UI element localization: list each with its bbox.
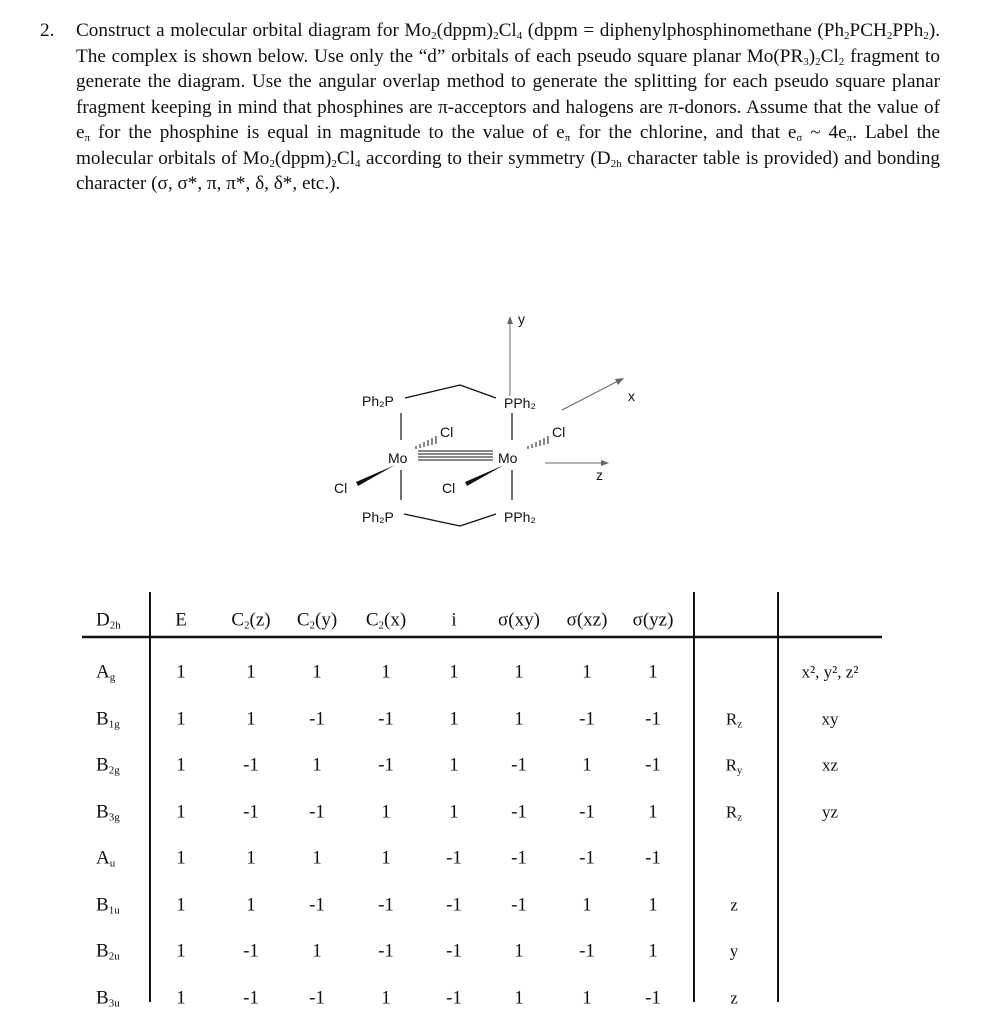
irrep-label: [96, 709, 120, 728]
irrep-label: [96, 663, 115, 682]
character-value: [514, 988, 524, 1007]
irrep-sub: 2u: [108, 950, 120, 963]
operation-header: [498, 611, 540, 630]
irrep-sub: g: [109, 671, 116, 684]
character-value: [176, 709, 186, 728]
character-text: 1: [449, 661, 459, 683]
operation-header: [231, 611, 270, 630]
character-value: [449, 663, 459, 682]
character-text: 1: [312, 940, 322, 962]
character-value: [381, 663, 391, 682]
irrep-sub: 3u: [108, 997, 120, 1009]
character-value: [246, 895, 256, 914]
quadratic-text: yz: [821, 802, 839, 821]
character-value: [246, 709, 256, 728]
character-value: [243, 802, 259, 821]
cl-left-down-label: Cl: [334, 480, 348, 496]
character-text: 1: [176, 801, 186, 822]
character-text: 1: [176, 754, 186, 776]
character-text: -1: [309, 708, 325, 729]
character-text: 1: [648, 801, 658, 822]
character-value: [243, 942, 259, 961]
wedge-bond-right: [465, 465, 504, 486]
character-value: [176, 802, 186, 821]
character-value: [446, 942, 462, 961]
irrep-label: [96, 942, 120, 961]
character-value: [381, 802, 391, 821]
wedge-bond-left: [356, 465, 395, 486]
character-text: -1: [378, 940, 394, 962]
question-number: 2.: [40, 20, 55, 41]
character-value: [645, 988, 661, 1007]
point-group-label: [96, 611, 121, 630]
character-text: -1: [579, 708, 595, 729]
quadratic-function: [822, 709, 839, 728]
character-value: [645, 709, 661, 728]
character-value: [449, 802, 459, 821]
operation-main: C: [231, 609, 245, 631]
character-value: [176, 895, 186, 914]
hashed-bond-right: [528, 436, 548, 449]
character-value: [378, 942, 394, 961]
x-axis-line: [562, 381, 618, 410]
y-axis-arrowhead: [507, 316, 513, 324]
character-value: [514, 663, 524, 682]
character-text: 1: [246, 661, 256, 683]
character-text: 1: [381, 847, 391, 869]
operation-main: C: [296, 609, 310, 631]
character-text: -1: [645, 847, 661, 869]
character-text: 1: [246, 708, 256, 729]
character-text: -1: [579, 801, 595, 822]
character-value: [582, 988, 592, 1007]
linear-function: [730, 988, 738, 1007]
linear-main: R: [725, 802, 738, 821]
axis-x-label: x: [628, 388, 635, 404]
operation-tail: (z): [249, 609, 271, 631]
dppm-bridge-top-right: [460, 385, 496, 398]
character-value: [645, 756, 661, 775]
character-value: [312, 663, 322, 682]
character-text: -1: [243, 801, 259, 822]
molecule-structure: [300, 300, 660, 540]
character-value: [381, 988, 391, 1007]
irrep-label: [96, 849, 115, 868]
character-text: 1: [582, 754, 592, 776]
character-text: 1: [246, 847, 256, 869]
character-value: [309, 988, 325, 1007]
cl-right-down-label: Cl: [442, 480, 456, 496]
linear-function: [726, 756, 743, 775]
character-value: [514, 942, 524, 961]
character-value: [243, 988, 259, 1007]
operation-main: C: [365, 609, 379, 631]
irrep-main: B: [96, 708, 109, 729]
quadratic-function: [802, 663, 859, 682]
irrep-main: B: [96, 940, 109, 962]
x-axis-arrowhead: [615, 378, 624, 385]
character-text: 1: [312, 754, 322, 776]
character-text: -1: [243, 987, 259, 1008]
character-value: [446, 895, 462, 914]
linear-function: [726, 709, 742, 728]
operation-header: [633, 611, 674, 630]
linear-sub: z: [737, 718, 743, 730]
pph2-bottom-label: PPh₂: [504, 509, 536, 525]
character-value: [246, 663, 256, 682]
character-text: -1: [309, 801, 325, 822]
operation-main: σ(xy): [498, 609, 540, 631]
character-value: [309, 895, 325, 914]
character-text: -1: [645, 708, 661, 729]
character-value: [176, 663, 186, 682]
mo-mo-quadruple-bond: [418, 451, 493, 460]
character-value: [449, 709, 459, 728]
character-text: -1: [243, 940, 259, 962]
irrep-main: B: [96, 801, 109, 822]
character-value: [511, 849, 527, 868]
operation-header: [297, 611, 337, 630]
operation-header: [366, 611, 406, 630]
irrep-sub: 3g: [108, 811, 120, 823]
irrep-label: [96, 895, 120, 914]
character-value: [582, 663, 592, 682]
character-value: [176, 942, 186, 961]
linear-function: [726, 802, 742, 821]
character-text: 1: [648, 661, 658, 683]
hashed-bond-left: [416, 436, 436, 449]
character-text: -1: [309, 894, 325, 915]
character-text: -1: [511, 847, 527, 869]
character-text: -1: [446, 987, 462, 1008]
character-value: [645, 849, 661, 868]
irrep-sub: 2g: [108, 764, 120, 777]
operation-sub: 2: [378, 619, 385, 632]
linear-main: z: [730, 988, 738, 1007]
quadratic-function: [822, 756, 838, 775]
question-text: Construct a molecular orbital diagram for $Mo_2(dppm)_2Cl_4$ (dppm = diphenylphosphinomethane $(Ph_2PCH_2PPh_2)$. The complex is shown below. Use only the “d” orbitals of each pseudo square planar $Mo(PR_3)_2Cl_2$ fragment to generate the diagram. Use the angular overlap method to generate the splitting for each pseudo square planar fragment keeping in mind that phosphines are π-acceptors and halogens are π-donors. Assume that the value of $e_\pi$ for the phosphine is equal in magnitude to the value of $e_\pi$ for the chlorine, and that $e_\sigma$ ~ $4e_\pi$. Label the molecular orbitals of $Mo_2(dppm)_2Cl_4$ according to their symmetry ($D_{2h}$ character table is provided) and bonding character (σ, σ*, π, π*, δ, δ*, etc.).: [76, 20, 941, 194]
group-main: D: [96, 609, 110, 631]
character-text: 1: [176, 940, 186, 962]
dppm-bridge-bottom-right: [460, 514, 496, 526]
ph2p-bottom-label: Ph₂P: [362, 509, 394, 525]
character-text: -1: [309, 987, 325, 1008]
character-text: 1: [449, 801, 459, 822]
character-value: [176, 849, 186, 868]
dppm-bridge-bottom-left: [404, 514, 460, 526]
character-value: [579, 709, 595, 728]
character-value: [579, 802, 595, 821]
character-text: -1: [511, 754, 527, 776]
character-value: [176, 756, 186, 775]
dppm-bridge-top-left: [405, 385, 460, 398]
mo-left-label: Mo: [388, 450, 408, 466]
character-value: [243, 756, 259, 775]
character-text: -1: [378, 754, 394, 776]
character-value: [309, 709, 325, 728]
character-text: -1: [446, 847, 462, 869]
character-text: 1: [176, 894, 186, 915]
irrep-main: B: [96, 987, 109, 1008]
quadratic-text: xz: [821, 755, 839, 775]
operation-header: [175, 611, 187, 630]
quadratic-text: xy: [821, 709, 839, 728]
linear-main: z: [730, 895, 738, 914]
operation-sub: 2: [244, 619, 250, 632]
character-text: 1: [449, 754, 459, 776]
character-text: -1: [579, 847, 595, 869]
character-value: [648, 663, 658, 682]
irrep-main: A: [96, 661, 110, 683]
operation-header: [451, 611, 456, 630]
operation-main: σ(xz): [566, 609, 608, 631]
character-table: [82, 590, 886, 1010]
character-text: 1: [176, 661, 186, 683]
character-text: 1: [514, 987, 524, 1008]
character-text: 1: [582, 661, 592, 683]
character-value: [648, 802, 658, 821]
irrep-label: [96, 756, 120, 775]
character-text: -1: [446, 894, 462, 915]
quadratic-function: [822, 802, 838, 821]
character-value: [446, 849, 462, 868]
irrep-sub: 1g: [108, 718, 120, 730]
ph2p-top-label: Ph₂P: [362, 393, 394, 409]
mo-right-label: Mo: [498, 450, 518, 466]
irrep-label: [96, 988, 120, 1007]
character-value: [312, 756, 322, 775]
axis-z-label: z: [596, 467, 603, 483]
character-value: [511, 895, 527, 914]
operation-main: σ(yz): [632, 609, 674, 631]
irrep-main: B: [96, 754, 109, 776]
character-value: [579, 849, 595, 868]
character-text: -1: [511, 894, 527, 915]
character-text: 1: [514, 940, 524, 962]
character-value: [309, 802, 325, 821]
quadratic-text: x², y², z²: [801, 662, 859, 682]
irrep-label: [96, 802, 120, 821]
character-value: [648, 895, 658, 914]
character-text: 1: [381, 661, 391, 683]
character-text: 1: [449, 708, 459, 729]
character-value: [381, 849, 391, 868]
character-text: -1: [645, 754, 661, 776]
character-value: [582, 756, 592, 775]
character-text: 1: [176, 987, 186, 1008]
character-text: 1: [648, 894, 658, 915]
operation-main: E: [175, 609, 187, 631]
irrep-sub: 1u: [108, 904, 120, 916]
question-block: [40, 18, 940, 197]
character-value: [582, 895, 592, 914]
pph2-top-label: PPh₂: [504, 395, 536, 411]
linear-sub: y: [736, 764, 743, 777]
group-sub: 2h: [109, 619, 121, 632]
character-value: [176, 988, 186, 1007]
character-value: [378, 756, 394, 775]
character-text: 1: [514, 708, 524, 729]
character-text: -1: [579, 940, 595, 962]
operation-header: [567, 611, 608, 630]
linear-main: R: [725, 709, 738, 728]
character-text: 1: [312, 661, 322, 683]
linear-main: y: [729, 941, 739, 961]
character-text: 1: [381, 801, 391, 822]
character-text: 1: [176, 847, 186, 869]
character-value: [511, 756, 527, 775]
irrep-main: B: [96, 894, 109, 915]
character-text: 1: [582, 987, 592, 1008]
character-value: [312, 942, 322, 961]
character-text: -1: [511, 801, 527, 822]
character-value: [648, 942, 658, 961]
character-value: [378, 709, 394, 728]
character-text: 1: [648, 940, 658, 962]
character-text: -1: [243, 754, 259, 776]
operation-sub: 2: [309, 619, 316, 632]
cl-right-up-label: Cl: [552, 424, 566, 440]
character-value: [449, 756, 459, 775]
character-text: 1: [582, 894, 592, 915]
linear-sub: z: [737, 811, 743, 823]
character-text: 1: [381, 987, 391, 1008]
linear-function: [730, 942, 739, 961]
character-value: [446, 988, 462, 1007]
character-text: -1: [645, 987, 661, 1008]
axis-y-label: y: [518, 311, 525, 327]
character-text: 1: [246, 894, 256, 915]
character-value: [511, 802, 527, 821]
linear-main: R: [725, 755, 737, 775]
character-text: 1: [514, 661, 524, 683]
character-text: -1: [446, 940, 462, 962]
character-text: -1: [378, 708, 394, 729]
irrep-main: A: [96, 847, 110, 869]
character-text: 1: [312, 847, 322, 869]
linear-function: [730, 895, 738, 914]
character-value: [579, 942, 595, 961]
character-value: [312, 849, 322, 868]
operation-tail: (y): [315, 609, 338, 631]
character-value: [514, 709, 524, 728]
character-value: [246, 849, 256, 868]
character-value: [378, 895, 394, 914]
character-text: -1: [378, 894, 394, 915]
z-axis-arrowhead: [601, 460, 609, 466]
character-text: 1: [176, 708, 186, 729]
operation-main: i: [451, 609, 457, 631]
cl-left-up-label: Cl: [440, 424, 454, 440]
irrep-sub: u: [109, 857, 116, 870]
operation-tail: (x): [384, 609, 407, 631]
